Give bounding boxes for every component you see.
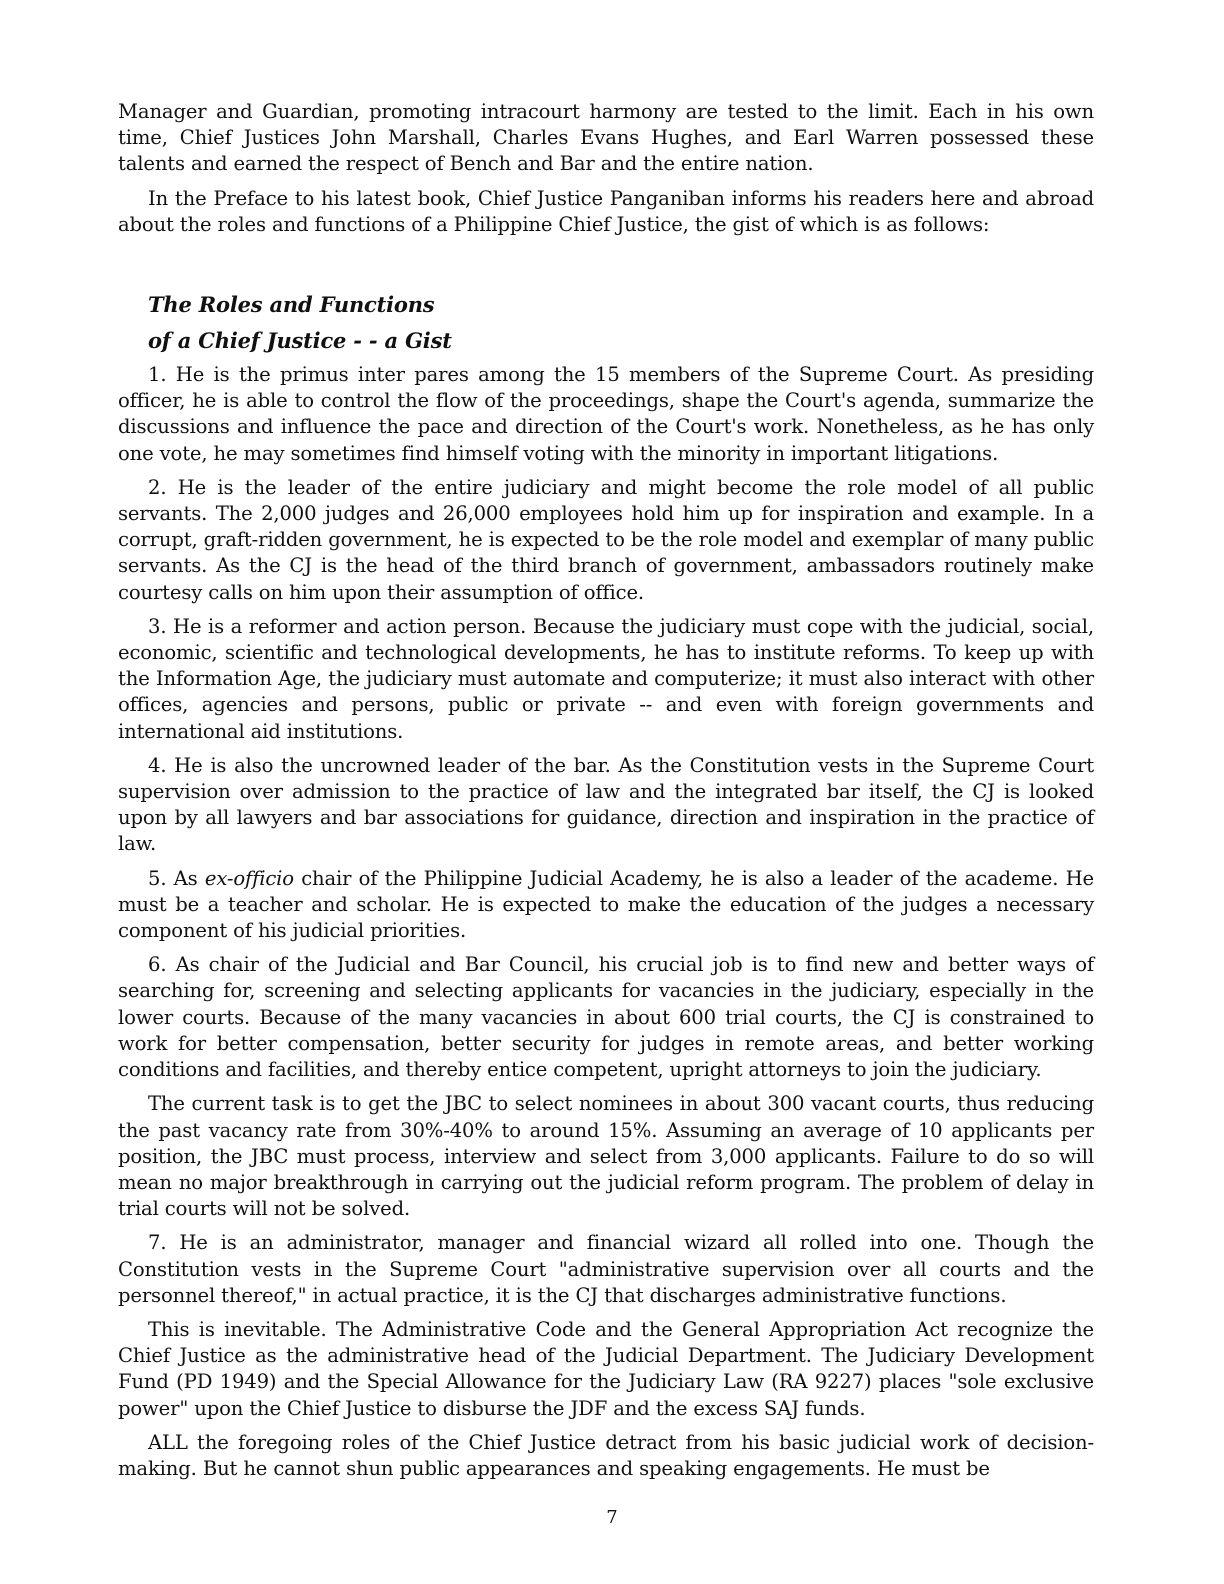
section-heading-line-2: of a Chief Justice - - a Gist (148, 328, 452, 354)
role-paragraph-6: 6. As chair of the Judicial and Bar Council, his crucial job is to find new and better ways of searching for, screening and selecting applicants for vacancies in the judiciary, especially in the lower courts. Because of the many vacancies in about 600 trial courts, the CJ is constrained to work for better compensation, better security for judges in remote areas, and better working conditions and facilities, and thereby entice competent, upright attorneys to join the judiciary. (118, 953, 1094, 1082)
ex-officio-term: ex-officio (204, 866, 294, 890)
page-body (118, 99, 1094, 1490)
role-paragraph-7: 7. He is an administrator, manager and financial wizard all rolled into one. Though the Constitution vests in the Supreme Court "administrative supervision over all courts and the personnel thereof," in actual practice, it is the CJ that discharges administrative functions. (118, 1231, 1094, 1307)
intro-paragraph-continued: Manager and Guardian, promoting intracourt harmony are tested to the limit. Each in his own time, Chief Justices John Marshall, Charles Evans Hughes, and Earl Warren possessed these talents and earned the respect of Bench and Bar and the entire nation. (118, 100, 1094, 176)
closing-paragraph: ALL the foregoing roles of the Chief Justice detract from his basic judicial work of decision-making. But he cannot shun public appearances and speaking engagements. He must be (118, 1430, 1094, 1480)
role-paragraph-3: 3. He is a reformer and action person. Because the judiciary must cope with the judicial, social, economic, scientific and technological developments, he has to institute reforms. To keep up with the Information Age, the judiciary must automate and computerize; it must also interact with other offices, agencies and persons, public or private -- and even with foreign governments and international aid institutions. (118, 614, 1094, 743)
role-paragraph-2: 2. He is the leader of the entire judiciary and might become the role model of all public servants. The 2,000 judges and 26,000 employees hold him up for inspiration and example. In a corrupt, graft-ridden government, he is expected to be the role model and exemplar of many public servants. As the CJ is the head of the third branch of government, ambassadors routinely make courtesy calls on him upon their assumption of office. (118, 475, 1094, 604)
role-paragraph-4: 4. He is also the uncrowned leader of the bar. As the Constitution vests in the Supreme Court supervision over admission to the practice of law and the integrated bar itself, the CJ is looked upon by all lawyers and bar associations for guidance, direction and inspiration in the practice of law. (118, 753, 1094, 856)
role-paragraph-5 (118, 866, 1094, 945)
section-spacer (118, 246, 1094, 290)
role-paragraph-1: 1. He is the primus inter pares among the 15 members of the Supreme Court. As presiding officer, he is able to control the flow of the proceedings, shape the Court's agenda, summarize the discussions and influence the pace and direction of the Court's work. Nonetheless, as he has only one vote, he may sometimes find himself voting with the minority in important litigations. (118, 363, 1094, 465)
intro-paragraph-preface: In the Preface to his latest book, Chief Justice Panganiban informs his readers here and abroad about the roles and functions of a Philippine Chief Justice, the gist of which is as follows: (118, 186, 1094, 236)
role-paragraph-5-end: chair of the Philippine Judicial Academy, he is also a leader of the academe. He must be a teacher and scholar. He is expected to make the education of the judges a necessary component of his judicial priorities. (118, 866, 1094, 943)
page-number: 7 (606, 1507, 618, 1528)
role-paragraph-7-continued: This is inevitable. The Administrative Code and the General Appropriation Act recognize the Chief Justice as the administrative head of the Judicial Department. The Judiciary Development Fund (PD 1949) and the Special Allowance for the Judiciary Law (RA 9227) places "sole exclusive power" upon the Chief Justice to disburse the JDF and the excess SAJ funds. (118, 1317, 1094, 1420)
section-heading-line-1: The Roles and Functions (148, 292, 435, 318)
role-paragraph-6-continued: The current task is to get the JBC to select nominees in about 300 vacant courts, thus reducing the past vacancy rate from 30%-40% to around 15%. Assuming an average of 10 applicants per position, the JBC must process, interview and select from 3,000 applicants. Failure to do so will mean no major breakthrough in carrying out the judicial reform program. The problem of delay in trial courts will not be solved. (118, 1092, 1094, 1221)
role-paragraph-5-start: 5. As (148, 866, 205, 890)
